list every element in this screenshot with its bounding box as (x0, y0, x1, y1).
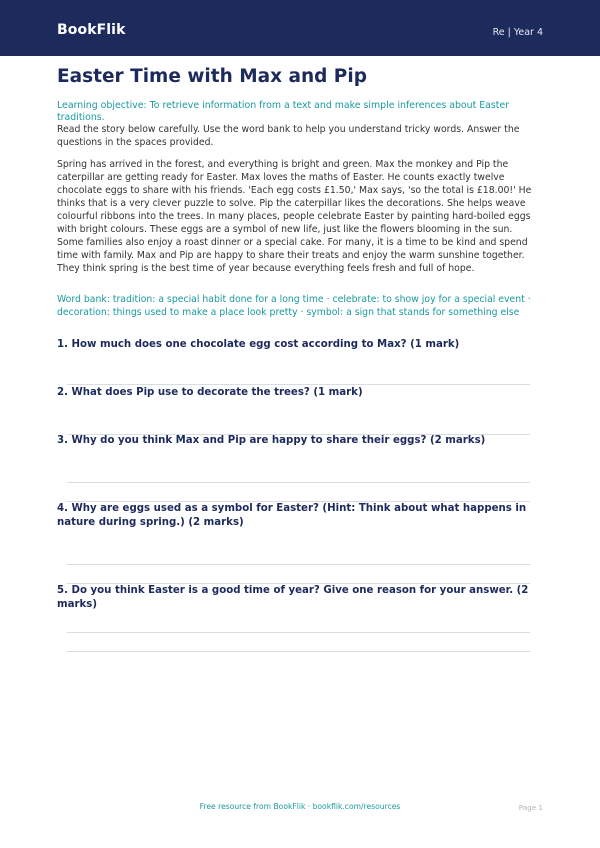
page-number: Page 1 (518, 803, 543, 812)
brand-logo: BookFlik (57, 22, 126, 38)
question-3: 3. Why do you think Max and Pip are happy to share their eggs? (2 marks) (57, 435, 486, 446)
header-bar (0, 0, 600, 56)
question-2: 2. What does Pip use to decorate the trees? (1 mark) (57, 387, 363, 398)
answer-line-5b[interactable] (67, 651, 530, 652)
answer-line-5a[interactable] (67, 632, 530, 633)
learning-objective: Learning objective: To retrieve information from a text and make simple inferences about Easter traditions. (57, 100, 510, 123)
footer-credit: Free resource from BookFlik · bookflik.com/resources (199, 802, 401, 811)
story-text: Spring has arrived in the forest, and everything is bright and green. Max the monkey and Pip the caterpillar are getting ready for Easter. Max loves the maths of Easter. He counts exactly twelve chocolate eggs to share with his friends. 'Each egg costs £1.50,' Max says, 'so the total is £18.00!' He thinks that is a very clever puzzle to solve. Pip the caterpillar likes the decorations. She helps weave colourful ribbons into the trees. In many places, people celebrate Easter by painting hard-boiled eggs with bright colours. These eggs are a symbol of new life, just like the flowers blooming in the sun. Some families also enjoy a roast dinner or a special cake. For many, it is a time to be kind and spend time with family. Max and Pip are happy to share their treats and enjoy the warm sunshine together. They think spring is the best time of year because everything feels fresh and full of hope. (57, 159, 532, 274)
answer-line-1[interactable] (67, 384, 530, 385)
question-4: 4. Why are eggs used as a symbol for Easter? (Hint: Think about what happens in nature during spring.) (2 marks) (57, 503, 527, 528)
answer-line-3a[interactable] (67, 482, 530, 483)
question-5: 5. Do you think Easter is a good time of year? Give one reason for your answer. (2 marks) (57, 585, 529, 610)
subject-year-label: Re | Year 4 (492, 27, 543, 38)
page-title: Easter Time with Max and Pip (57, 66, 367, 87)
word-bank: Word bank: tradition: a special habit done for a long time · celebrate: to show joy for a special event · decoration: things used to make a place look pretty · symbol: a sign that stands for something else (57, 294, 531, 318)
answer-line-4a[interactable] (67, 564, 530, 565)
instructions: Read the story below carefully. Use the word bank to help you understand tricky words. Answer the questions in the spaces provided. (57, 124, 520, 148)
question-1: 1. How much does one chocolate egg cost according to Max? (1 mark) (57, 339, 460, 350)
worksheet-body (57, 66, 547, 610)
